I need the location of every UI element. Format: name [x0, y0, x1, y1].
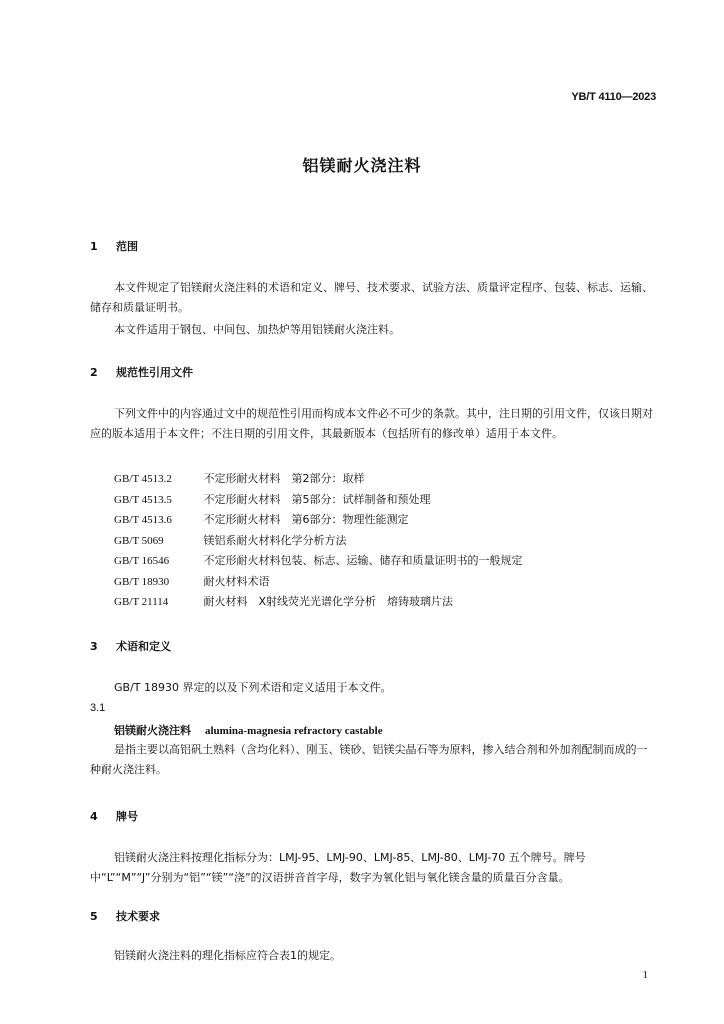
reference-code: GB/T 4513.6	[114, 514, 172, 526]
reference-title: 不定形耐火材料 第5部分：试样制备和预处理	[203, 492, 431, 506]
normative-references-list	[114, 470, 523, 614]
section-number: 3	[90, 640, 98, 653]
reference-title: 耐火材料术语	[203, 574, 270, 588]
section-5-paragraph-1: 铝镁耐火浇注料的理化指标应符合表1的规定。	[114, 949, 341, 962]
reference-item	[114, 491, 523, 512]
section-number: 2	[90, 366, 98, 379]
section-4-heading	[90, 808, 138, 824]
section-4-paragraph-1: 铝镁耐火浇注料按理化指标分为：LMJ-95、LMJ-90、LMJ-85、LMJ-80、LMJ-70 五个牌号。牌号中“L”“M”“J”分别为“铝”“镁”“浇”的汉语拼音首字母，数字为氧化铝与氧化镁含量的质量百分含量。	[90, 851, 586, 884]
term-zh: 铝镁耐火浇注料	[114, 724, 191, 737]
reference-code: GB/T 4513.5	[114, 493, 172, 506]
term-heading	[114, 722, 383, 738]
reference-title: 不定形耐火材料包装、标志、运输、储存和质量证明书的一般规定	[203, 554, 523, 567]
section-3-heading	[90, 638, 171, 654]
reference-title: 不定形耐火材料 第2部分：取样	[203, 472, 365, 485]
section-2-paragraph-1: 下列文件中的内容通过文中的规范性引用而构成本文件必不可少的条款。其中，注日期的引用文件，仅该日期对应的版本适用于本文件；不注日期的引用文件，其最新版本（包括所有的修改单）适用于本文件。	[90, 407, 653, 440]
reference-item	[114, 552, 523, 573]
section-title: 技术要求	[116, 910, 160, 923]
standard-code: YB/T 4110—2023	[571, 91, 656, 103]
reference-item	[114, 593, 523, 614]
term-number: 3.1	[90, 702, 106, 714]
reference-code: GB/T 16546	[114, 555, 170, 567]
section-title: 范围	[116, 240, 138, 253]
section-1-paragraph-1: 本文件规定了铝镁耐火浇注料的术语和定义、牌号、技术要求、试验方法、质量评定程序、包装、标志、运输、储存和质量证明书。	[90, 281, 653, 314]
section-number: 1	[90, 240, 98, 253]
reference-title: 耐火材料 X射线荧光光谱化学分析 熔铸玻璃片法	[203, 595, 454, 608]
reference-code: GB/T 4513.2	[114, 473, 172, 485]
section-title: 牌号	[116, 810, 138, 823]
term-definition: 是指主要以高铝矾土熟料（含均化料）、刚玉、镁砂、铝镁尖晶石等为原料，掺入结合剂和外加剂配制而成的一种耐火浇注料。	[90, 743, 648, 776]
section-number: 4	[90, 810, 98, 823]
section-title: 术语和定义	[116, 640, 171, 653]
reference-item	[114, 573, 523, 594]
section-5-heading	[90, 908, 160, 924]
section-number: 5	[90, 910, 98, 923]
reference-code: GB/T 18930	[114, 575, 170, 588]
section-3-paragraph-1: GB/T 18930 界定的以及下列术语和定义适用于本文件。	[114, 681, 392, 694]
reference-code: GB/T 5069	[114, 534, 164, 547]
reference-title: 镁铝系耐火材料化学分析方法	[203, 533, 347, 547]
reference-item	[114, 511, 523, 532]
reference-item	[114, 532, 523, 553]
section-2-heading	[90, 364, 193, 380]
section-title: 规范性引用文件	[116, 366, 193, 379]
page-number: 1	[642, 969, 648, 981]
document-title: 铝镁耐火浇注料	[302, 156, 422, 175]
section-1-heading	[90, 238, 138, 254]
section-1-paragraph-2: 本文件适用于钢包、中间包、加热炉等用铝镁耐火浇注料。	[114, 323, 400, 336]
term-en: alumina-magnesia refractory castable	[205, 725, 383, 737]
reference-item	[114, 470, 523, 491]
reference-title: 不定形耐火材料 第6部分：物理性能测定	[203, 513, 409, 526]
reference-code: GB/T 21114	[114, 596, 169, 608]
